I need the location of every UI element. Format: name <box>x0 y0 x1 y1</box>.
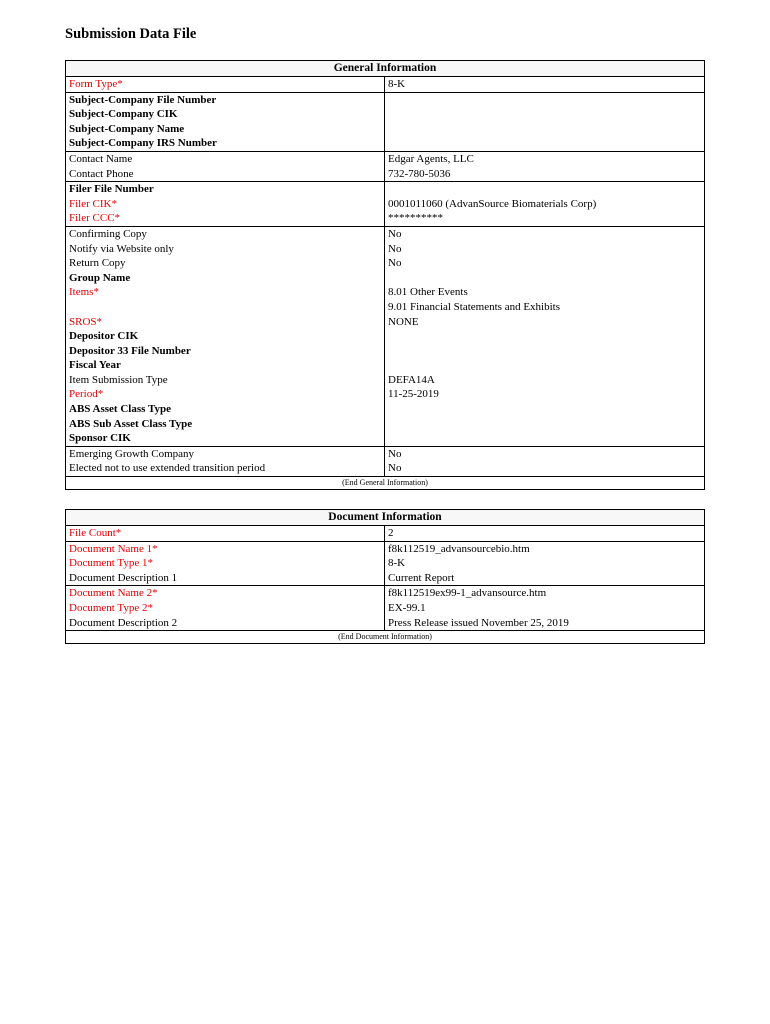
field-value <box>384 285 704 314</box>
field-label: Return Copy <box>69 257 126 270</box>
field-value: No <box>384 242 704 257</box>
field-label: Document Description 2 <box>69 616 178 629</box>
field-value <box>384 182 704 197</box>
field-value <box>384 107 704 122</box>
field-label: Items* <box>69 286 99 299</box>
field-label: Notify via Website only <box>69 242 174 255</box>
field-row-contact-name <box>66 152 704 167</box>
field-label: File Count* <box>69 527 122 539</box>
field-label: Document Type 1* <box>69 557 153 570</box>
field-row-document-description-2 <box>66 616 704 631</box>
field-row-subject-company-irs-number <box>66 136 704 151</box>
field-value: EX-99.1 <box>384 601 704 616</box>
field-row-document-name-1 <box>66 542 704 557</box>
field-value: ********** <box>384 211 704 226</box>
field-label: Document Type 2* <box>69 601 153 614</box>
field-value: NONE <box>384 315 704 330</box>
field-value: DEFA14A <box>384 373 704 388</box>
field-label: Filer CCC* <box>69 212 121 225</box>
field-label: Subject-Company CIK <box>69 108 178 121</box>
field-label: Form Type* <box>69 78 123 90</box>
section-footer: (End Document Information) <box>66 630 704 643</box>
document-rows <box>66 526 704 630</box>
field-label: Period* <box>69 388 104 401</box>
page-title: Submission Data File <box>65 26 197 42</box>
field-row-filer-cik <box>66 197 704 212</box>
field-row-elected-not-to-use-extended-transition-period <box>66 461 704 476</box>
field-value <box>384 271 704 286</box>
field-value: Current Report <box>384 571 704 586</box>
row-group <box>66 152 704 182</box>
field-row-form-type <box>66 77 704 92</box>
row-group <box>66 542 704 587</box>
field-value: No <box>384 256 704 271</box>
field-label: Contact Phone <box>69 167 134 180</box>
field-label: Item Submission Type <box>69 373 168 386</box>
field-row-depositor-cik <box>66 329 704 344</box>
field-value: 8-K <box>384 556 704 571</box>
field-value <box>384 122 704 137</box>
field-label: Emerging Growth Company <box>69 447 195 460</box>
field-label: Document Name 1* <box>69 542 158 555</box>
row-group <box>66 526 704 542</box>
field-row-sros <box>66 315 704 330</box>
field-label: Document Name 2* <box>69 587 158 600</box>
document-information-table <box>65 509 705 644</box>
field-value <box>384 402 704 417</box>
field-row-depositor-33-file-number <box>66 344 704 359</box>
field-row-items <box>66 285 704 314</box>
field-label: Filer CIK* <box>69 197 117 210</box>
field-row-sponsor-cik <box>66 431 704 446</box>
field-label: Depositor CIK <box>69 330 139 343</box>
field-row-file-count <box>66 526 704 541</box>
section-footer: (End General Information) <box>66 476 704 489</box>
field-value: 2 <box>384 526 704 541</box>
field-row-subject-company-file-number <box>66 93 704 108</box>
section-header: Document Information <box>66 510 704 526</box>
field-label: Elected not to use extended transition period <box>69 462 266 475</box>
field-row-emerging-growth-company <box>66 447 704 462</box>
field-label: Subject-Company IRS Number <box>69 137 217 150</box>
row-group <box>66 227 704 447</box>
field-value: No <box>384 227 704 242</box>
field-label: Document Description 1 <box>69 571 178 584</box>
field-label: Sponsor CIK <box>69 432 131 445</box>
field-value: 732-780-5036 <box>384 167 704 182</box>
field-row-document-type-1 <box>66 556 704 571</box>
row-group <box>66 182 704 227</box>
field-row-abs-asset-class-type <box>66 402 704 417</box>
field-label: ABS Asset Class Type <box>69 403 171 416</box>
field-label: Confirming Copy <box>69 227 147 240</box>
row-group <box>66 77 704 93</box>
field-row-filer-file-number <box>66 182 704 197</box>
field-label: Depositor 33 File Number <box>69 344 191 357</box>
field-value <box>384 417 704 432</box>
row-group <box>66 93 704 152</box>
field-value: f8k112519_advansourcebio.htm <box>384 542 704 557</box>
field-row-document-description-1 <box>66 571 704 586</box>
field-label: Subject-Company File Number <box>69 93 217 106</box>
field-row-document-type-2 <box>66 601 704 616</box>
field-row-abs-sub-asset-class-type <box>66 417 704 432</box>
field-value: 0001011060 (AdvanSource Biomaterials Corp) <box>384 197 704 212</box>
row-group <box>66 586 704 630</box>
field-row-period <box>66 387 704 402</box>
section-header: General Information <box>66 61 704 77</box>
field-value-line: 8.01 Other Events <box>388 286 468 299</box>
field-value: No <box>384 447 704 462</box>
field-value <box>384 329 704 344</box>
field-value <box>384 93 704 108</box>
field-label: Subject-Company Name <box>69 122 185 135</box>
general-rows <box>66 77 704 476</box>
field-label: SROS* <box>69 315 103 328</box>
field-label: Fiscal Year <box>69 359 121 372</box>
field-label: ABS Sub Asset Class Type <box>69 417 193 430</box>
field-row-group-name <box>66 271 704 286</box>
field-value-line: 9.01 Financial Statements and Exhibits <box>388 300 561 313</box>
field-label: Filer File Number <box>69 183 154 196</box>
field-label: Group Name <box>69 271 131 284</box>
field-row-document-name-2 <box>66 586 704 601</box>
field-value <box>384 136 704 151</box>
field-value: 11-25-2019 <box>384 387 704 402</box>
field-value: 8-K <box>384 77 704 92</box>
field-value <box>384 344 704 359</box>
field-value: Press Release issued November 25, 2019 <box>384 616 704 631</box>
field-row-notify-via-website-only <box>66 242 704 257</box>
field-value <box>384 358 704 373</box>
row-group <box>66 447 704 476</box>
field-row-confirming-copy <box>66 227 704 242</box>
general-information-table <box>65 60 705 490</box>
field-row-fiscal-year <box>66 358 704 373</box>
field-value: No <box>384 461 704 476</box>
field-label: Contact Name <box>69 152 133 165</box>
field-row-subject-company-name <box>66 122 704 137</box>
field-value: f8k112519ex99-1_advansource.htm <box>384 586 704 601</box>
field-row-return-copy <box>66 256 704 271</box>
field-row-contact-phone <box>66 167 704 182</box>
field-row-item-submission-type <box>66 373 704 388</box>
field-value <box>384 431 704 446</box>
field-row-filer-ccc <box>66 211 704 226</box>
field-row-subject-company-cik <box>66 107 704 122</box>
field-value: Edgar Agents, LLC <box>384 152 704 167</box>
